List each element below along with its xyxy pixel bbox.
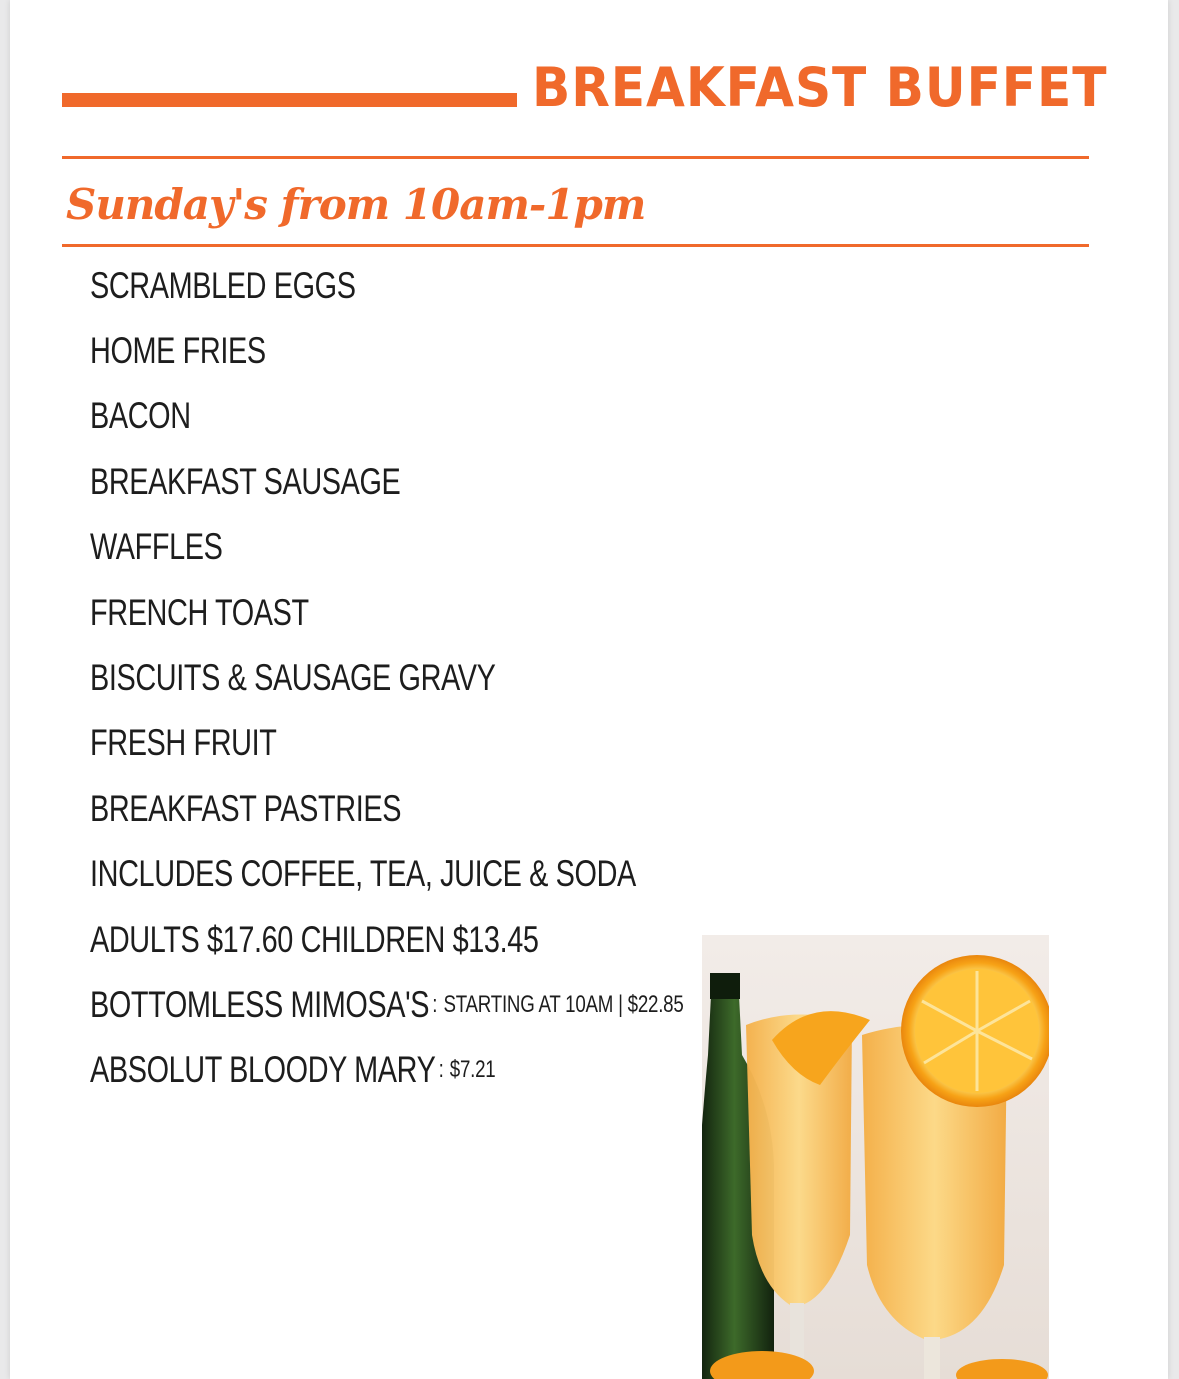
- bloody-mary-price-note: $7.21: [449, 1056, 496, 1084]
- bloody-mary-item: ABSOLUT BLOODY MARY : $7.21: [90, 1049, 496, 1091]
- menu-item: FRESH FRUIT: [90, 722, 277, 764]
- menu-item: BREAKFAST PASTRIES: [90, 787, 402, 829]
- menu-item: HOME FRIES: [90, 330, 266, 372]
- divider-bottom: [62, 244, 1089, 247]
- price-line: ADULTS $17.60 CHILDREN $13.45: [90, 918, 539, 960]
- menu-subtitle: Sunday's from 10am-1pm: [66, 180, 646, 229]
- menu-item: BREAKFAST SAUSAGE: [90, 460, 401, 502]
- menu-item: INCLUDES COFFEE, TEA, JUICE & SODA: [90, 853, 636, 895]
- menu-item: BISCUITS & SAUSAGE GRAVY: [90, 657, 496, 699]
- divider-top: [62, 156, 1089, 159]
- mimosa-price-note: STARTING AT 10AM | $22.85: [443, 990, 684, 1018]
- menu-item: BACON: [90, 395, 191, 437]
- title-accent-bar: [62, 93, 517, 107]
- menu-item: WAFFLES: [90, 526, 223, 568]
- mimosa-photo: [702, 935, 1049, 1379]
- menu-title: BREAKFAST BUFFET: [532, 56, 1108, 119]
- mimosa-item: BOTTOMLESS MIMOSA'S : STARTING AT 10AM | $22.85: [90, 983, 684, 1025]
- menu-item: SCRAMBLED EGGS: [90, 264, 356, 306]
- menu-item: FRENCH TOAST: [90, 591, 309, 633]
- menu-page: [10, 0, 1168, 1379]
